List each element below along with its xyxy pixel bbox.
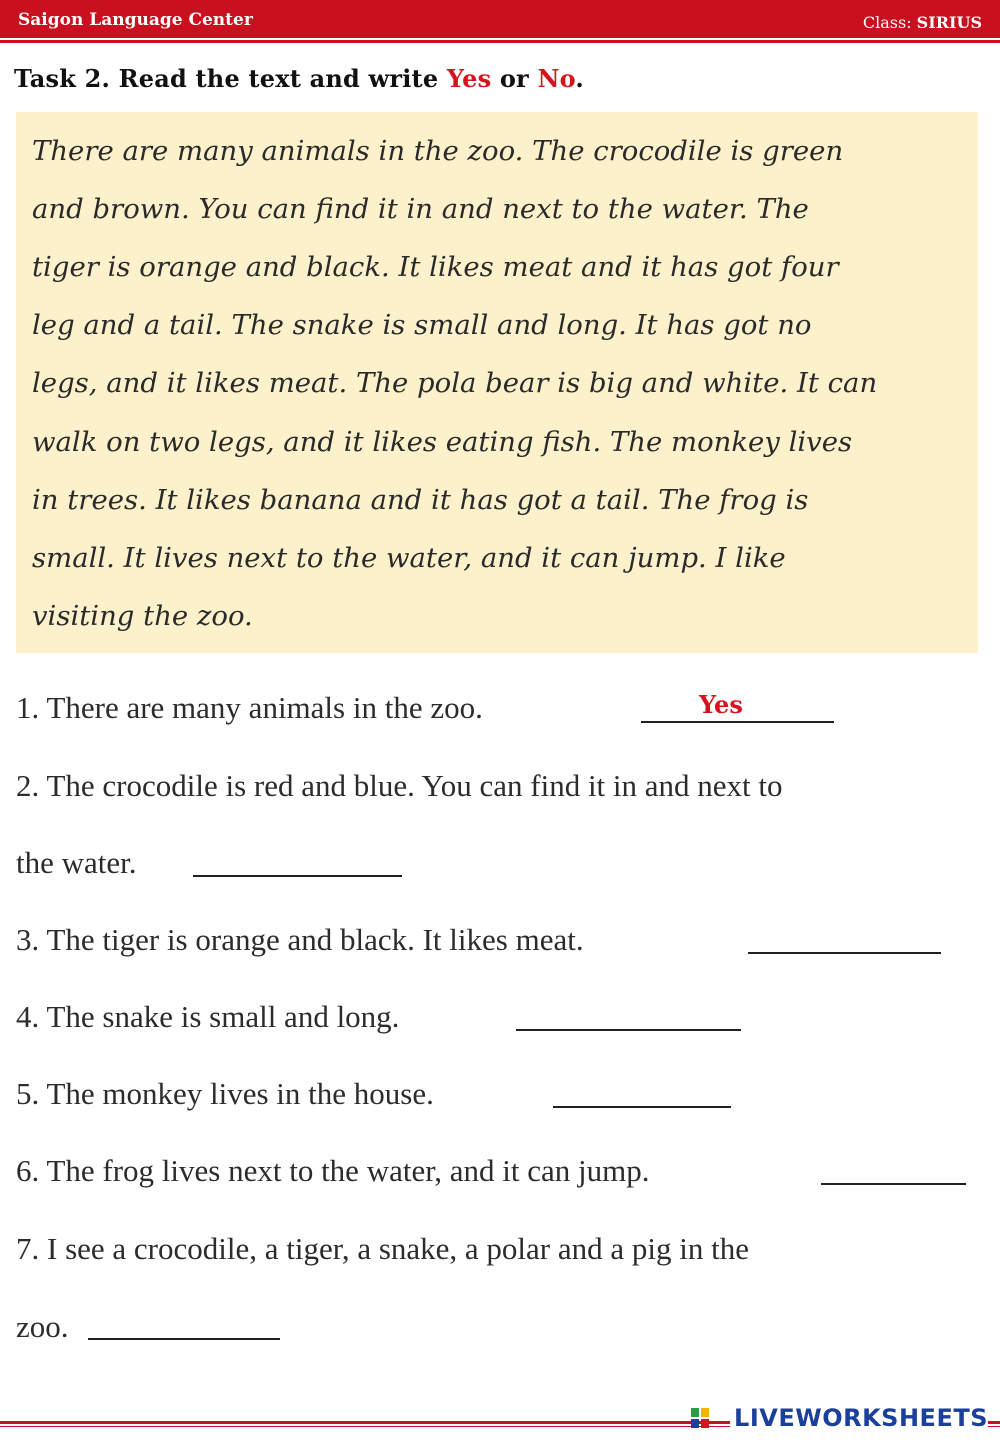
liveworksheets-brand[interactable]: LIVEWORKSHEETS <box>730 1404 988 1432</box>
reading-passage <box>16 112 978 653</box>
question-7-line-1: 7. I see a crocodile, a tiger, a snake, a polar and a pig in the <box>16 1231 749 1266</box>
task-or: or <box>491 64 538 93</box>
class-name: SIRIUS <box>916 13 982 32</box>
passage-line: tiger is orange and black. It likes meat and it has got four <box>32 251 839 283</box>
task-yes: Yes <box>446 64 492 93</box>
passage-line: in trees. It likes banana and it has got a tail. The frog is <box>32 484 809 516</box>
question-3: 3. The tiger is orange and black. It likes meat. <box>16 922 584 957</box>
question-5: 5. The monkey lives in the house. <box>16 1076 434 1111</box>
class-prefix: Class: <box>862 13 917 32</box>
task-title <box>14 64 584 93</box>
answer-blank-1[interactable] <box>641 721 834 723</box>
task-no: No <box>537 64 576 93</box>
liveworksheets-logo-icon <box>691 1408 709 1428</box>
answer-blank-6[interactable] <box>821 1183 966 1185</box>
passage-line: There are many animals in the zoo. The crocodile is green <box>32 135 844 167</box>
question-6: 6. The frog lives next to the water, and it can jump. <box>16 1153 650 1188</box>
task-lead: Task 2. Read the text and write <box>14 64 447 93</box>
header-bar <box>0 0 1000 38</box>
school-name: Saigon Language Center <box>18 10 253 30</box>
passage-line: legs, and it likes meat. The pola bear is big and white. It can <box>32 367 878 399</box>
answer-blank-5[interactable] <box>553 1106 731 1108</box>
question-4: 4. The snake is small and long. <box>16 999 400 1034</box>
passage-line: and brown. You can find it in and next to the water. The <box>32 193 809 225</box>
class-label <box>863 13 982 32</box>
header-divider <box>0 40 1000 43</box>
question-2-line-2: the water. <box>16 845 137 880</box>
passage-line: leg and a tail. The snake is small and long. It has got no <box>32 309 812 341</box>
passage-line: small. It lives next to the water, and it can jump. I like <box>32 542 786 574</box>
answer-blank-2[interactable] <box>193 875 402 877</box>
question-2-line-1: 2. The crocodile is red and blue. You can find it in and next to <box>16 768 783 803</box>
answer-blank-4[interactable] <box>516 1029 741 1031</box>
task-end: . <box>575 64 584 93</box>
passage-line: walk on two legs, and it likes eating fish. The monkey lives <box>32 426 853 458</box>
answer-blank-7[interactable] <box>88 1338 280 1340</box>
answer-1[interactable]: Yes <box>699 690 743 719</box>
passage-line: visiting the zoo. <box>32 600 253 632</box>
question-1: 1. There are many animals in the zoo. <box>16 690 483 725</box>
answer-blank-3[interactable] <box>748 952 941 954</box>
question-7-line-2: zoo. <box>16 1309 69 1344</box>
